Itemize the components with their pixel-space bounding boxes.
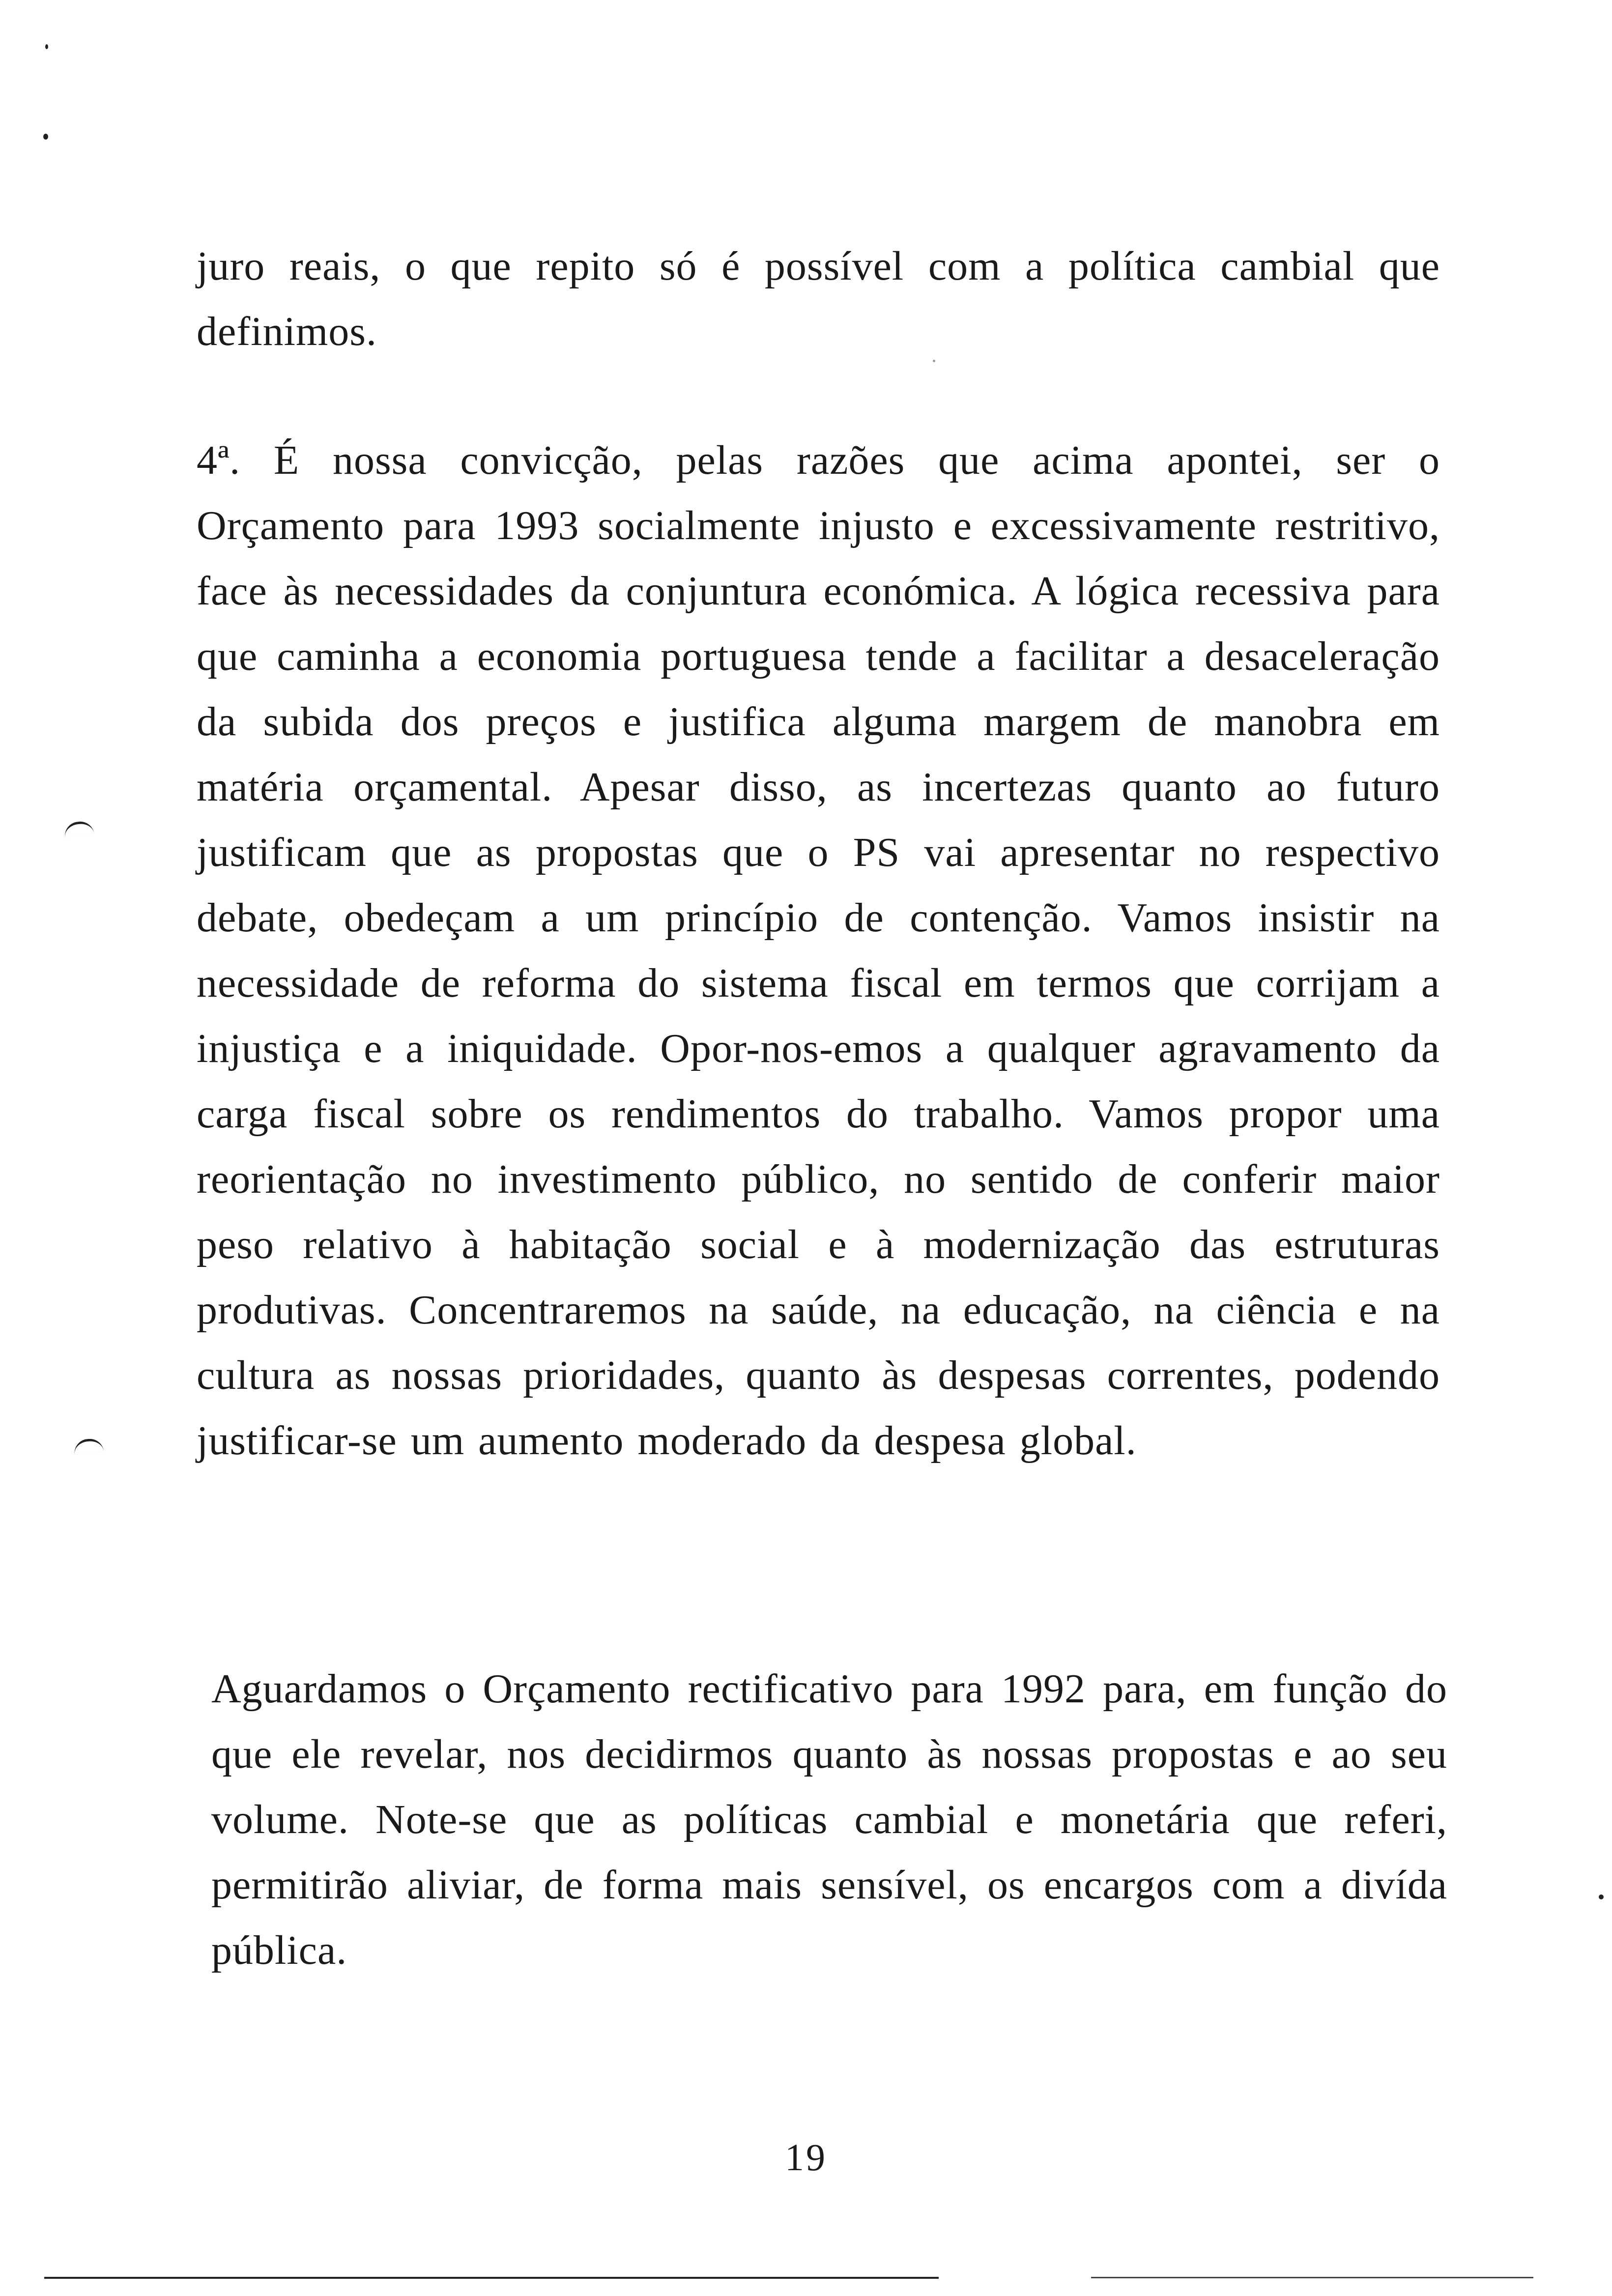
- paragraph-text: 4ª. É nossa convicção, pelas razões que acima apontei, ser o Orçamento para 1993 socialmente injusto e excessivamente restritivo, face às necessidades da conjuntura económica. A lógica recessiva para que caminha a economia portuguesa tende a facilitar a desaceleração da subida dos preços e justifica alguma margem de manobra em matéria orçamental. Apesar disso, as incertezas quanto ao futuro justificam que as propostas que o PS vai apresentar no respectivo debate, obedeçam a um princípio de contenção. Vamos insistir na necessidade de reforma do sistema fiscal em termos que corrijam a injustiça e a iniquidade. Opor-nos-emos a qualquer agravamento da carga fiscal sobre os rendimentos do trabalho. Vamos propor uma reorientação no investimento público, no sentido de conferir maior peso relativo à habitação social e à modernização das estruturas produtivas. Concentraremos na saúde, na educação, na ciência e na cultura as nossas prioridades, quanto às despesas correntes, podendo justificar-se um aumento moderado da despesa global.: [197, 437, 1440, 1464]
- scan-speck: [45, 44, 48, 49]
- paragraph-text: juro reais, o que repito só é possível com a política cambial que definimos.: [197, 243, 1440, 354]
- scan-edge-line: [1091, 2277, 1533, 2278]
- paragraph-2: [197, 428, 1440, 1473]
- paragraph-1: [197, 233, 1440, 364]
- page-number: 19: [785, 2136, 827, 2179]
- paragraph-text: Aguardamos o Orçamento rectificativo para 1992 para, em função do que ele revelar, nos decidirmos quanto às nossas propostas e ao seu volume. Note-se que as políticas cambial e monetária que referi, permitirão aliviar, de forma mais sensível, os encargos com a divída pública.: [211, 1666, 1447, 1973]
- margin-mark: [73, 1437, 104, 1455]
- margin-mark: [63, 820, 94, 838]
- scan-speck: [1599, 1894, 1604, 1899]
- paragraph-3: [211, 1656, 1447, 1983]
- scan-speck: [43, 134, 48, 140]
- scan-edge-line: [44, 2277, 939, 2279]
